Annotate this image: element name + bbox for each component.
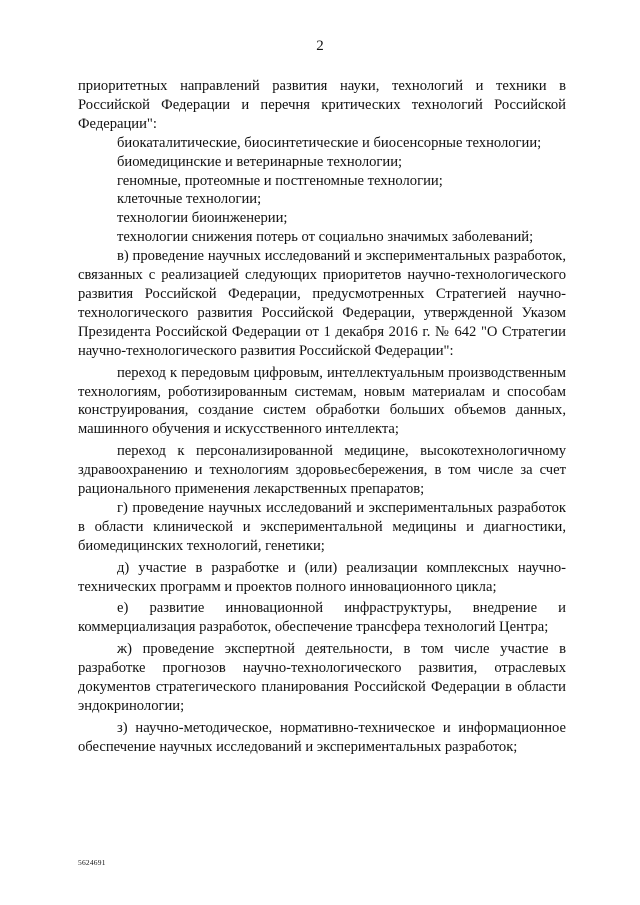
clause-v-medicine: переход к персонализированной медицине, высокотехнологичному здравоохранению и технологиям здоровьесбережения, в том числе за счет рационального применения лекарственных препаратов;	[78, 443, 566, 498]
paragraph-continuation: приоритетных направлений развития науки, технологий и техники в Российской Федерации и перечня критических технологий Российской Федерации":	[78, 78, 566, 132]
clause-g: г) проведение научных исследований и экспериментальных разработок в области клинической и экспериментальной медицины и диагностики, биомедицинских технологий, генетики;	[78, 499, 566, 554]
clause-d: д) участие в разработке и (или) реализации комплексных научно-технических программ и проектов полного инновационного цикла;	[78, 559, 566, 595]
clause-v: в) проведение научных исследований и экспериментальных разработок, связанных с реализацией следующих приоритетов научно-технологического развития Российской Федерации, предусмотренных Стратегией научно-технологического развития Российской Федерации, утвержденной Указом Президента Российской Федерации от 1 декабря 2016 г. № 642 "О Стратегии научно-технологического развития Российской Федерации":	[78, 248, 566, 359]
clause-z: з) научно-методическое, нормативно-техническое и информационное обеспечение научных исследований и экспериментальных разработок;	[78, 719, 566, 755]
list-item-cellular: клеточные технологии;	[117, 191, 262, 208]
clause-zh: ж) проведение экспертной деятельности, в том числе участие в разработке прогнозов научно-технологического развития, отраслевых документов стратегического планирования Российской Федерации в области эндокринологии;	[78, 641, 566, 714]
list-item-biocatalytic: биокаталитические, биосинтетические и биосенсорные технологии;	[117, 134, 542, 151]
clause-v-digital: переход к передовым цифровым, интеллектуальным производственным технологиям, роботизированным системам, новым материалам и способам конструирования, создание систем обработки больших объемов данных, машинного обучения и искусственного интеллекта;	[78, 364, 566, 438]
list-item-genomic: геномные, протеомные и постгеномные технологии;	[117, 172, 443, 189]
list-item-bioengineering: технологии биоинженерии;	[117, 210, 288, 227]
document-body	[78, 77, 566, 757]
list-item-biomedical: биомедицинские и ветеринарные технологии;	[117, 153, 403, 170]
document-code: 5624691	[78, 858, 106, 867]
list-item-disease-loss: технологии снижения потерь от социально значимых заболеваний;	[117, 229, 534, 246]
page-number: 2	[316, 38, 324, 54]
clause-e: е) развитие инновационной инфраструктуры, внедрение и коммерциализация разработок, обеспечение трансфера технологий Центра;	[78, 600, 566, 636]
